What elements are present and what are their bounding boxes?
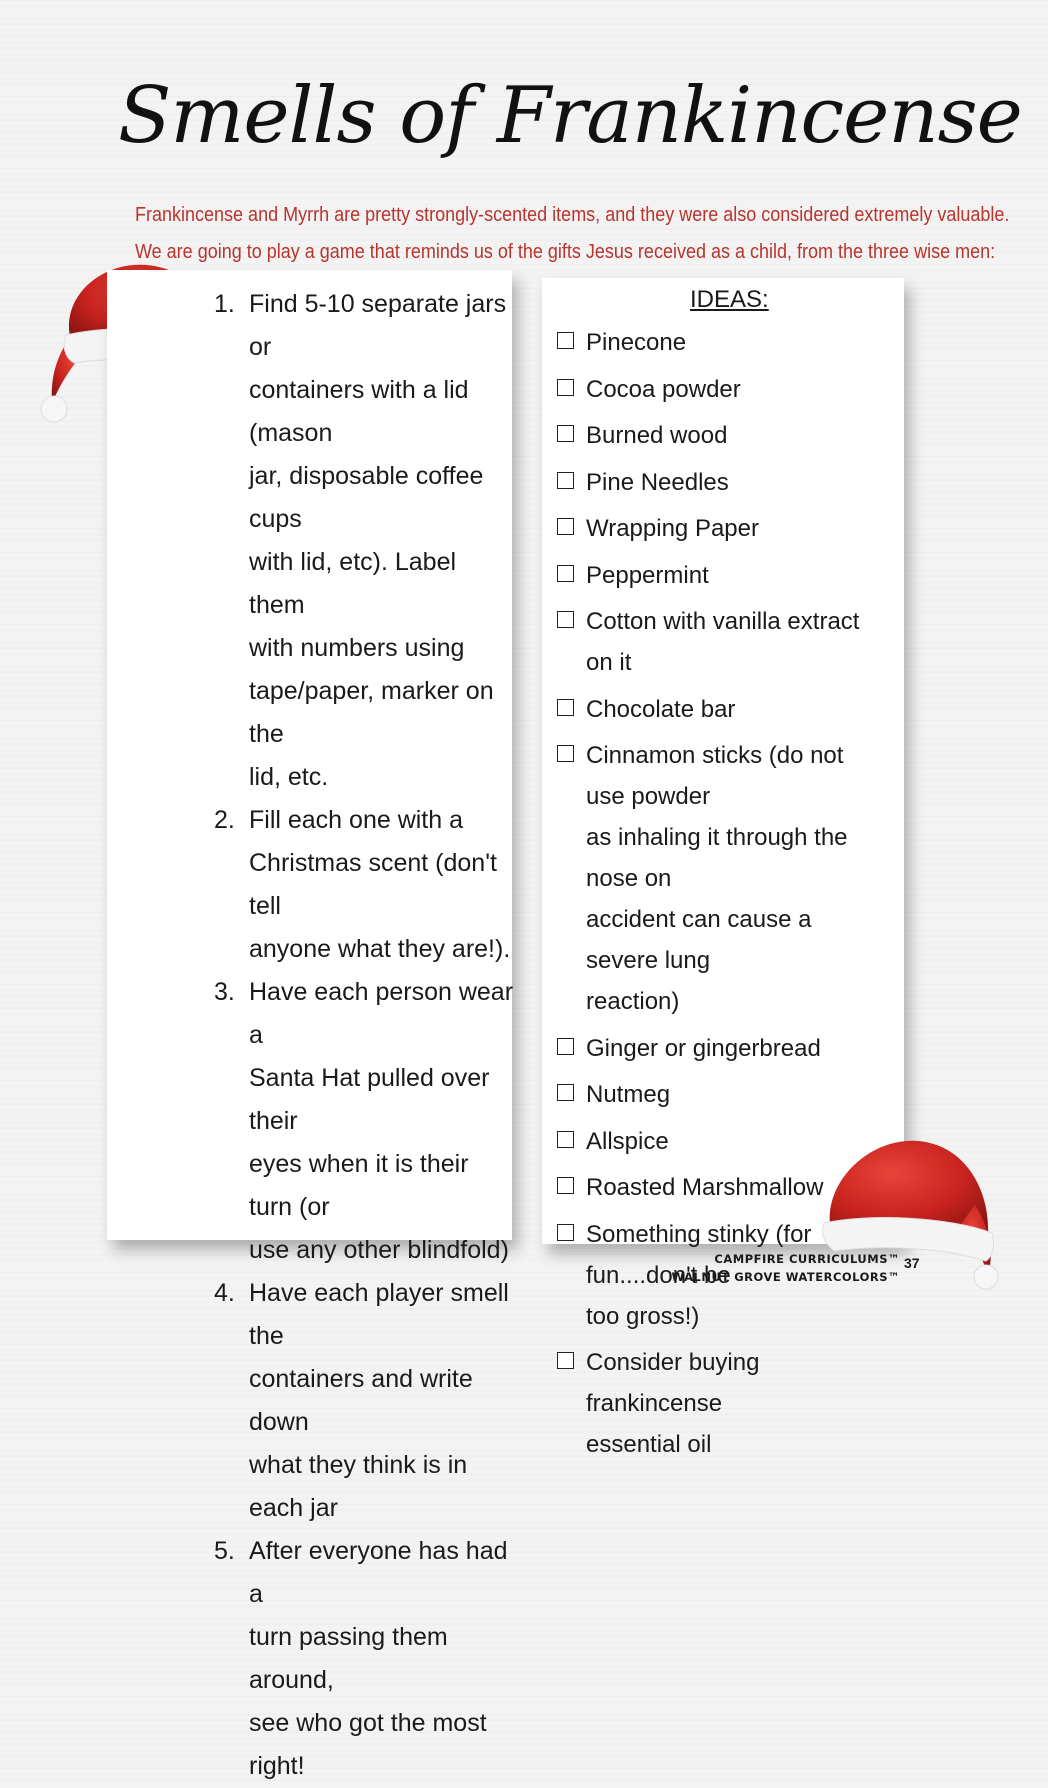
idea-line: Nutmeg (586, 1081, 671, 1108)
idea-line: Peppermint (586, 561, 709, 589)
footer-line-2: WALNUT GROVE WATERCOLORS™ (671, 1270, 900, 1284)
step-line: Have each person wear a (249, 978, 514, 1049)
idea-item (556, 322, 886, 363)
idea-line: Consider buying frankincense (586, 1349, 760, 1417)
steps-list (214, 283, 514, 1788)
page-title: Smells of Frankincense (118, 71, 1022, 161)
step-item (214, 799, 514, 971)
step-line: lid, etc. (249, 763, 329, 791)
page-number: 37 (904, 1255, 920, 1271)
checkbox[interactable] (557, 565, 574, 582)
idea-item (556, 1074, 886, 1115)
idea-line: essential oil (586, 1431, 712, 1458)
step-item (214, 971, 514, 1272)
step-line: Santa Hat pulled over their (249, 1064, 490, 1135)
step-line: Have each player smell the (249, 1279, 509, 1350)
intro-line-2: We are going to play a game that reminds us of the gifts Jesus received as a child, from the three wise men: (135, 241, 996, 263)
intro-line-1: Frankincense and Myrrh are pretty strongly-scented items, and they were also considered extremely valuable. (135, 204, 1010, 226)
step-line: each jar (249, 1494, 338, 1522)
step-line: eyes when it is their turn (or (249, 1150, 469, 1221)
checkbox[interactable] (557, 611, 574, 628)
step-line: tape/paper, marker on the (249, 677, 494, 748)
checkbox[interactable] (557, 745, 574, 762)
footer-credits (640, 1250, 900, 1286)
checkbox[interactable] (557, 1038, 574, 1055)
idea-line: accident can cause a severe lung (586, 906, 812, 974)
step-line: with lid, etc). Label them (249, 548, 457, 619)
step-number: 4. (214, 1279, 235, 1307)
step-item (214, 1530, 514, 1788)
idea-item (556, 601, 886, 683)
idea-line: Wrapping Paper (586, 515, 759, 542)
idea-line: Cinnamon sticks (do not use powder (586, 742, 844, 810)
checkbox[interactable] (557, 425, 574, 442)
idea-line: Something stinky (for fun....don't be (586, 1220, 812, 1289)
step-line: Fill each one with a (249, 806, 464, 834)
step-line: After everyone has had a (249, 1537, 508, 1608)
idea-item (556, 555, 886, 596)
checkbox[interactable] (557, 1177, 574, 1194)
checkbox[interactable] (557, 518, 574, 535)
step-line: turn passing them around, (249, 1623, 448, 1694)
step-line: containers and write down (249, 1365, 473, 1436)
footer-line-1: CAMPFIRE CURRICULUMS™ (714, 1252, 900, 1266)
idea-line: Cocoa powder (586, 375, 741, 403)
intro-text (135, 197, 1010, 271)
idea-item (556, 735, 886, 1022)
idea-line: Burned wood (586, 422, 728, 449)
step-line: see who got the most right! (249, 1709, 487, 1780)
step-item (214, 283, 514, 799)
step-number: 2. (214, 806, 235, 834)
checkbox[interactable] (557, 1131, 574, 1148)
checkbox[interactable] (557, 1352, 574, 1369)
idea-item (556, 369, 886, 410)
idea-line: Ginger or gingerbread (586, 1034, 821, 1062)
idea-line: Cotton with vanilla extract on it (586, 608, 860, 676)
idea-item (556, 689, 886, 730)
step-number: 5. (214, 1537, 235, 1565)
checkbox[interactable] (557, 472, 574, 489)
checkbox[interactable] (557, 1084, 574, 1101)
idea-line: reaction) (586, 988, 680, 1015)
step-line: use any other blindfold) (249, 1236, 509, 1264)
ideas-heading: IDEAS: (690, 286, 769, 313)
checkbox[interactable] (557, 379, 574, 396)
idea-line: Pinecone (586, 329, 687, 356)
idea-line: Roasted Marshmallow (586, 1174, 824, 1201)
checkbox[interactable] (557, 332, 574, 349)
step-line: Find 5-10 separate jars or (249, 290, 507, 361)
idea-item (556, 1342, 886, 1465)
step-number: 1. (214, 290, 235, 318)
step-line: with numbers using (249, 634, 465, 662)
idea-item (556, 462, 886, 503)
idea-item (556, 415, 886, 456)
checkbox[interactable] (557, 699, 574, 716)
idea-line: too gross!) (586, 1302, 700, 1330)
step-line: containers with a lid (mason (249, 376, 469, 447)
idea-item (556, 1028, 886, 1069)
step-line: jar, disposable coffee cups (249, 462, 484, 533)
ideas-list (556, 322, 886, 1471)
step-item (214, 1272, 514, 1530)
step-line: Christmas scent (don't tell (249, 849, 497, 920)
idea-line: as inhaling it through the nose on (586, 824, 848, 892)
step-number: 3. (214, 978, 235, 1006)
idea-line: Allspice (586, 1127, 669, 1155)
step-line: what they think is in (249, 1451, 468, 1479)
idea-line: Chocolate bar (586, 695, 736, 723)
idea-item (556, 508, 886, 549)
step-line: anyone what they are!). (249, 935, 511, 963)
idea-line: Pine Needles (586, 468, 729, 496)
checkbox[interactable] (557, 1224, 574, 1241)
